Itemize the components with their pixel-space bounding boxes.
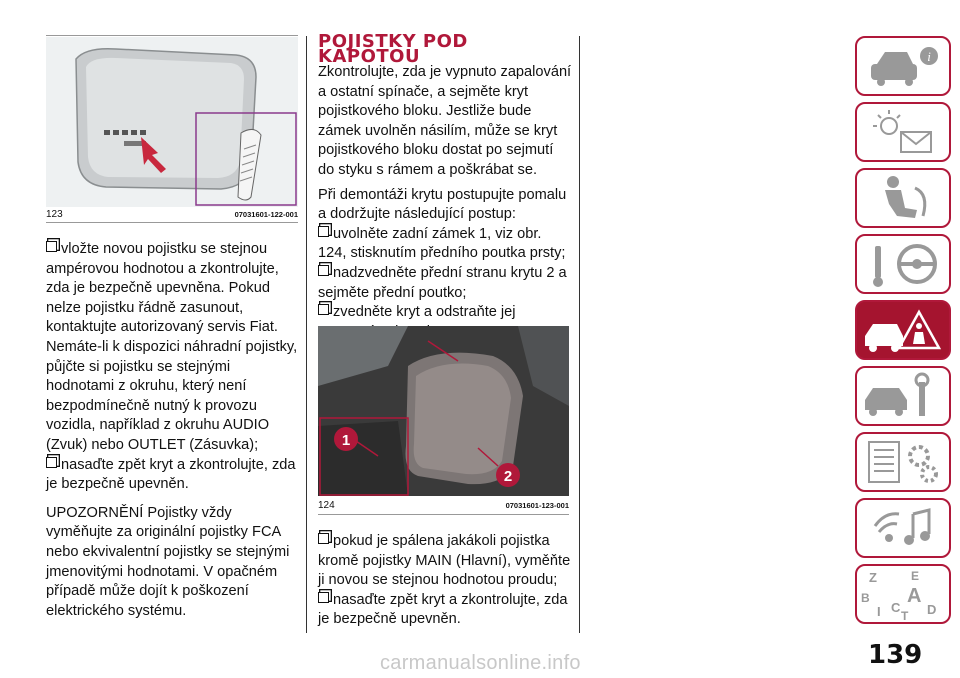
intro-paragraph: Zkontrolujte, zda je vypnuto zapalování a ostatní spínače, a sejměte kryt pojistkového bloku. Jestliže bude zámek uvolněn násilím, může se kryt pojistkového bloku dostat po sejmutí do styku s rámem a poškrábat se. (318, 64, 572, 178)
car-info-tab[interactable] (855, 36, 951, 96)
fuse-box-cover-illustration (46, 37, 298, 207)
figure-bottom-rule (318, 514, 569, 515)
multimedia-tab[interactable] (855, 498, 951, 558)
technical-data-tab[interactable] (855, 432, 951, 492)
warning-note: UPOZORNĚNÍ Pojistky vždy vyměňujte za originální pojistky FCA nebo ekvivalentní pojistky se stejnými jmenovitými hodnotami. V opačném případě může dojít k poškození elektrického systému. (46, 504, 290, 619)
alphabet-index-icon (857, 566, 949, 622)
column-divider (579, 36, 580, 633)
figure-top-rule (46, 35, 298, 36)
procedure-paragraph: Při demontáži krytu postupujte pomalu a dodržujte následující postup: (318, 186, 567, 223)
figure-124-engine-bay (318, 326, 569, 496)
figure-code: 07031601-122-001 (234, 210, 298, 219)
figure-123-caption (46, 209, 298, 220)
maintenance-tab[interactable] (855, 366, 951, 426)
column-divider (306, 36, 307, 633)
bullet-refit-cover: nasaďte zpět kryt a zkontrolujte, zda je bezpečně upevněn. (318, 591, 573, 630)
svg-text:i: i (927, 49, 931, 64)
figure-124-caption (318, 500, 569, 511)
index-tab[interactable] (855, 564, 951, 624)
index-letter: T (901, 609, 909, 622)
index-letter: B (861, 591, 870, 605)
index-letter: C (891, 600, 901, 615)
heading-line-2: KAPOTOU (318, 46, 421, 67)
figure-bottom-rule (46, 222, 298, 223)
safety-tab[interactable] (855, 168, 951, 228)
watermark: carmanualsonline.info (380, 652, 581, 674)
specs-gear-icon (857, 434, 949, 490)
figure-123-fuse-box-cover (46, 37, 298, 207)
emergency-tab[interactable] (855, 300, 951, 360)
dashboard-lights-tab[interactable] (855, 102, 951, 162)
figure-number: 123 (46, 209, 63, 220)
page-number: 139 (868, 640, 923, 670)
driving-tab[interactable] (855, 234, 951, 294)
index-letter: A (907, 585, 922, 607)
middle-column-bottom (318, 532, 573, 630)
bullet-release-lock: uvolněte zadní zámek 1, viz obr. 124, stisknutím předního poutka prsty; (318, 225, 573, 264)
heading-line-1: POJISTKY POD (318, 31, 468, 52)
figure-code: 07031601-123-001 (505, 501, 569, 510)
bullet-remove-cover: zvedněte kryt a odstraňte jej (318, 303, 573, 342)
left-column (46, 240, 298, 621)
car-wrench-icon (857, 368, 949, 424)
index-letter: E (911, 569, 920, 583)
multimedia-icon (857, 500, 949, 556)
figure-number: 124 (318, 500, 335, 511)
warning-lights-icon (857, 104, 949, 160)
steering-wheel-icon (857, 236, 949, 292)
callout-2: 2 (503, 468, 513, 485)
emergency-icon (857, 302, 949, 358)
middle-column-top (318, 63, 573, 342)
bullet-lift-front: nadzvedněte přední stranu krytu 2 a sejměte přední poutko; (318, 264, 573, 303)
safety-seat-icon (857, 170, 949, 226)
car-info-icon (857, 38, 949, 94)
engine-bay-photo (318, 326, 569, 496)
section-heading (318, 31, 468, 67)
bullet-replace-fuse: pokud je spálena jakákoli pojistka kromě pojistky MAIN (Hlavní), vyměňte ji novou se stejnou hodnotou proudu; (318, 532, 573, 591)
bullet-refit-cover: nasaďte zpět kryt a zkontrolujte, zda je bezpečně upevněn. (46, 456, 298, 495)
callout-1: 1 (341, 432, 351, 449)
index-letter: D (927, 602, 937, 617)
index-letter: I (877, 604, 881, 619)
index-letter: Z (869, 570, 877, 585)
bullet-insert-fuse: vložte novou pojistku se stejnou ampérovou hodnotou a zkontrolujte, zda je bezpečně upevněna. Pokud nelze pojistku řádně zasunout, kontaktujte autorizovaný servis Fiat. Nemáte-li k dispozici náhradní pojistky, půjčte si pojistku se stejnými hodnotami z okruhu, který není bezpodmínečně nutný k provozu vozidla, například z okruhu AUDIO (Zvuk) nebo OUTLET (Zásuvka); (46, 240, 298, 456)
